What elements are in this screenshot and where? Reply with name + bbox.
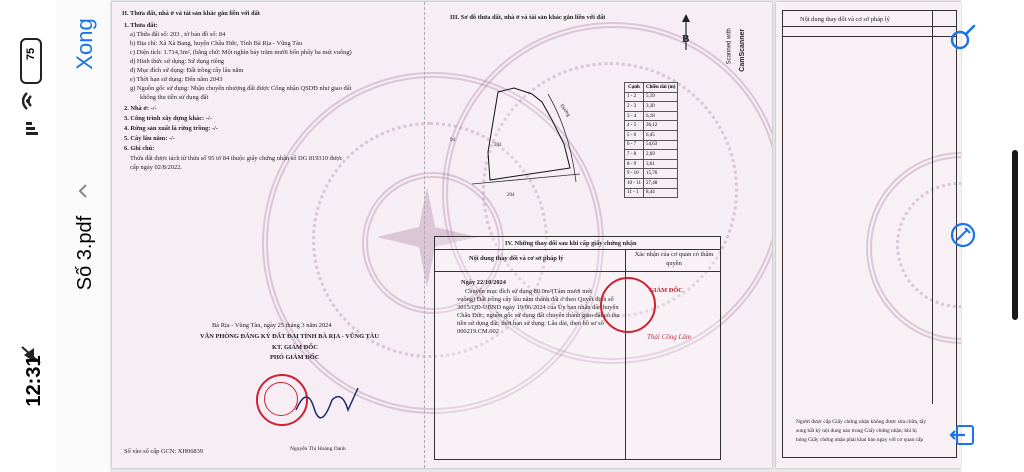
table-cell: 1 - 2 bbox=[625, 92, 644, 102]
field-label: 1. Thửa đất: bbox=[124, 22, 158, 29]
column-header: Xác nhận của cơ quan có thẩm quyền bbox=[634, 251, 714, 267]
table-cell: 8,44 bbox=[643, 188, 677, 198]
table-cell: 9 - 10 bbox=[625, 169, 644, 179]
clock-time: 12:31 bbox=[23, 355, 45, 407]
done-button[interactable]: Xong bbox=[72, 18, 97, 70]
signer-title: PHÓ GIÁM ĐỐC bbox=[270, 354, 320, 361]
table-cell: 7 - 8 bbox=[625, 150, 644, 160]
change-line: Châu Đức; nguồn gốc sử dụng đất chuyển thành giao đất có thu bbox=[457, 312, 620, 319]
forest-field: 4. Rừng sản xuất là rừng trồng: -/- bbox=[124, 125, 218, 132]
table-row bbox=[625, 92, 678, 102]
status-bar bbox=[0, 0, 56, 472]
registry-number: Số vào sổ cấp GCN: XH06839 bbox=[124, 448, 203, 455]
table-cell: 6 - 7 bbox=[625, 140, 644, 150]
scanner-watermark: Scanned with bbox=[726, 28, 733, 65]
divider bbox=[435, 249, 720, 250]
north-label: B bbox=[682, 33, 690, 45]
table-row bbox=[625, 102, 678, 112]
divider bbox=[782, 26, 957, 27]
road-label: Đường bbox=[558, 103, 571, 118]
search-icon[interactable] bbox=[948, 22, 978, 52]
wifi-icon bbox=[22, 92, 42, 110]
table-row bbox=[625, 130, 678, 140]
footer-note: hỏng Giấy chứng nhận phải khai báo ngay với cơ quan cấp bbox=[796, 437, 924, 443]
column-header: Nội dung thay đổi và cơ sở pháp lý bbox=[800, 16, 890, 23]
approver-signature: Thái Công Lâm bbox=[647, 333, 691, 341]
signature-icon bbox=[292, 380, 362, 420]
change-date: Ngày 22/10/2024 bbox=[461, 279, 506, 286]
table-row bbox=[625, 140, 678, 150]
table-cell: 54,63 bbox=[643, 140, 677, 150]
table-cell: 3,30 bbox=[643, 102, 677, 112]
scanner-brand: CamScanner bbox=[739, 28, 747, 72]
change-line: vuông) Đất trồng cây lâu năm thành đất ở theo Quyết định số bbox=[457, 296, 614, 303]
notes-text-2: cấp ngày 02/8/2022. bbox=[130, 164, 183, 171]
pdf-page-2 bbox=[776, 2, 961, 468]
signer-role: KT. GIÁM ĐỐC bbox=[272, 344, 318, 351]
table-header-row bbox=[625, 83, 678, 93]
table-cell: 6,45 bbox=[643, 130, 677, 140]
document-title: Số 3.pdf bbox=[74, 215, 96, 291]
battery-icon bbox=[20, 38, 42, 84]
share-export-icon[interactable] bbox=[948, 420, 978, 450]
other-works-field: 3. Công trình xây dựng khác: -/- bbox=[124, 115, 212, 122]
table-row bbox=[625, 111, 678, 121]
table-cell: 10 - 11 bbox=[625, 178, 644, 188]
parcel-number: a) Thửa đất số: 203 , tờ bản đồ số: 84 bbox=[130, 31, 226, 38]
house-field: 2. Nhà ở: -/- bbox=[124, 105, 157, 112]
address: b) Địa chỉ: Xã Xà Bang, huyện Châu Đức, Tỉnh Bà Rịa - Vũng Tàu bbox=[130, 40, 303, 47]
usage-form: d) Hình thức sử dụng: Sử dụng riêng bbox=[130, 58, 224, 65]
table-cell: 8 - 9 bbox=[625, 159, 644, 169]
changes-section bbox=[434, 236, 721, 460]
pdf-page bbox=[112, 2, 772, 468]
table-cell: 36,12 bbox=[643, 121, 677, 131]
official-seal-icon bbox=[600, 277, 656, 333]
page-fold bbox=[424, 2, 426, 468]
notes-text: Thửa đất được tách từ thửa số 95 tờ 84 thuộc giấy chứng nhận số DG 819310 được bbox=[130, 155, 343, 162]
usage-origin-cont: không thu tiền sử dụng đất bbox=[140, 94, 209, 101]
table-cell: 3 - 4 bbox=[625, 111, 644, 121]
table-row bbox=[625, 159, 678, 169]
change-line: 3015/QĐ-UBND ngày 19/06/2024 của Ủy ban nhân dân huyện bbox=[457, 304, 619, 311]
issue-date: Bà Rịa - Vũng Tàu, ngày 25 tháng 3 năm 2024 bbox=[212, 322, 332, 329]
table-cell: 4 - 5 bbox=[625, 121, 644, 131]
table-cell: 3,61 bbox=[643, 159, 677, 169]
sketch-title: III. Sơ đồ thửa đất, nhà ở và tài sản khác gắn liền với đất bbox=[450, 14, 606, 21]
parcel-neighbor: 204 bbox=[507, 193, 515, 198]
divider bbox=[932, 10, 933, 404]
cellular-signal-icon bbox=[24, 118, 40, 138]
page-frame bbox=[782, 10, 957, 458]
divider bbox=[782, 36, 957, 37]
battery-level: 75 bbox=[25, 47, 37, 61]
divider bbox=[435, 271, 720, 272]
table-cell: 2 - 3 bbox=[625, 102, 644, 112]
notes-label: 6. Ghi chú: bbox=[124, 145, 155, 152]
change-line: Chuyển mục đích sử dụng 80.0m²(Tám mươi mét bbox=[465, 288, 592, 295]
section-title: II. Thửa đất, nhà ở và tài sản khác gắn liền với đất bbox=[122, 10, 260, 17]
table-row bbox=[625, 188, 678, 198]
markup-pen-icon[interactable] bbox=[948, 220, 978, 250]
column-header: Cạnh bbox=[625, 83, 644, 93]
perennial-field: 5. Cây lâu năm: -/- bbox=[124, 135, 175, 142]
approver-role: GIÁM ĐỐC bbox=[649, 287, 683, 294]
page-scrollbar[interactable] bbox=[1012, 150, 1018, 320]
table-row bbox=[625, 121, 678, 131]
table-cell: 5,19 bbox=[643, 92, 677, 102]
edge-length-table bbox=[624, 82, 678, 198]
table-row bbox=[625, 178, 678, 188]
table-cell: 5 - 6 bbox=[625, 130, 644, 140]
area: c) Diện tích: 1.714,3m², (bằng chữ: Một nghìn bảy trăm mười bốn phẩy ba mét vuông) bbox=[130, 49, 352, 56]
column-header: Nội dung thay đổi và cơ sở pháp lý bbox=[469, 255, 564, 262]
parcel-sketch bbox=[452, 72, 592, 212]
usage-origin: g) Nguồn gốc sử dụng: Nhận chuyển nhượng đất được Công nhận QSDĐ như giao đất bbox=[130, 85, 352, 92]
column-header: Chiều dài (m) bbox=[643, 83, 677, 93]
table-cell: 2,69 bbox=[643, 150, 677, 160]
footer-note: Người được cấp Giấy chứng nhận không được sửa chữa, tẩy bbox=[796, 419, 927, 425]
table-cell: 27,48 bbox=[643, 178, 677, 188]
change-line: 000219.CM.002 bbox=[457, 328, 499, 335]
table-cell: 11 - 1 bbox=[625, 188, 644, 198]
table-cell: 6,18 bbox=[643, 111, 677, 121]
footer-note: sung bất kỳ nội dung nào trong Giấy chứng nhận; khi bị bbox=[796, 428, 917, 434]
usage-term: e) Thời hạn sử dụng: Đến năm 2043 bbox=[130, 76, 223, 83]
usage-purpose: đ) Mục đích sử dụng: Đất trồng cây lâu năm bbox=[130, 67, 244, 74]
table-row bbox=[625, 150, 678, 160]
section-title: IV. Những thay đổi sau khi cấp giấy chứng nhận bbox=[505, 240, 637, 247]
table-row bbox=[625, 169, 678, 179]
parcel-id: 203 bbox=[494, 143, 502, 148]
parcel-neighbor: 94 bbox=[450, 138, 455, 143]
change-line: tiền sử dụng đất; thời hạn sử dụng: Lâu dài, theo hồ sơ số bbox=[457, 320, 604, 327]
issuing-office: VĂN PHÒNG ĐĂNG KÝ ĐẤT ĐAI TỈNH BÀ RỊA - VŨNG TÀU bbox=[200, 333, 380, 340]
signer-name: Nguyễn Thị Hoàng Oanh bbox=[290, 446, 346, 452]
table-cell: 15,76 bbox=[643, 169, 677, 179]
